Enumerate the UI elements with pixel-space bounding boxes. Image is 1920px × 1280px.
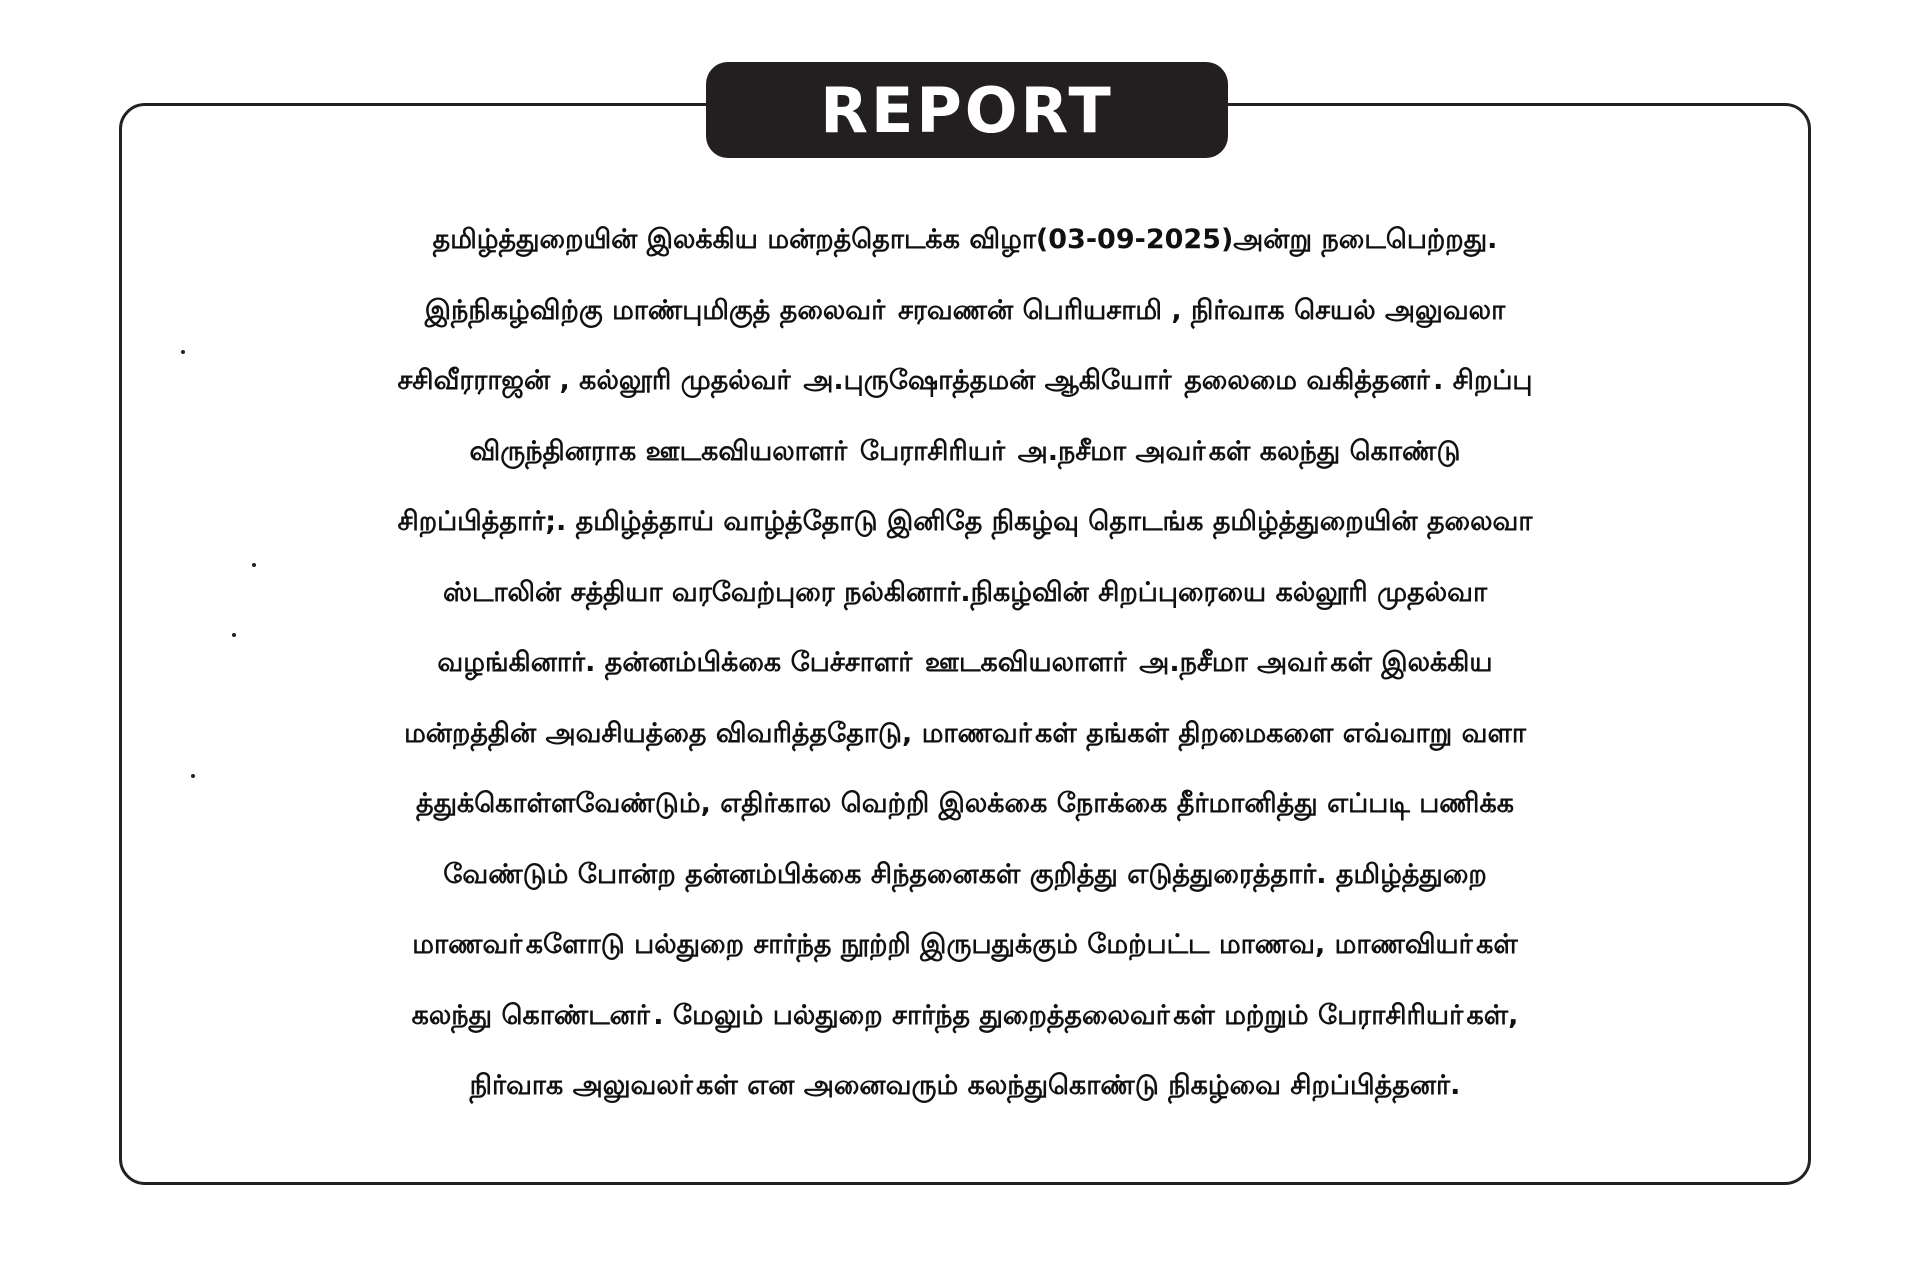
report-line: விருந்தினராக ஊடகவியலாளா் பேராசிரியா் அ.நசீமா அவா்கள் கலந்து கொண்டு	[469, 435, 1461, 467]
report-line: வேண்டும் போன்ற தன்னம்பிக்கை சிந்தனைகள் குறித்து எடுத்துரைத்தார். தமிழ்த்துறை	[443, 858, 1487, 890]
report-body	[180, 205, 1750, 1122]
report-line: கலந்து கொண்டனா். மேலும் பல்துறை சார்ந்த துறைத்தலைவா்கள் மற்றும் பேராசிரியா்கள்,	[411, 999, 1519, 1031]
report-line: தமிழ்த்துறையின் இலக்கிய மன்றத்தொடக்க விழா(03-09-2025)அன்று நடைபெற்றது.	[432, 224, 1498, 255]
report-line: மாணவா்களோடு பல்துறை சார்ந்த நூற்றி இருபதுக்கும் மேற்பட்ட மாணவ, மாணவியா்கள்	[412, 929, 1518, 960]
report-line: மன்றத்தின் அவசியத்தை விவரித்ததோடு, மாணவா்கள் தங்கள் திறமைகளை எவ்வாறு வளா	[404, 717, 1526, 749]
report-line: நிர்வாக அலுவலா்கள் என அனைவரும் கலந்துகொண்டு நிகழ்வை சிறப்பித்தனர்.	[469, 1070, 1461, 1101]
report-line: இந்நிகழ்விற்கு மாண்புமிகுத் தலைவா் சரவணன் பெரியசாமி , நிர்வாக செயல் அலுவலா	[424, 294, 1506, 326]
report-title-badge	[706, 62, 1228, 158]
report-line: த்துக்கொள்ளவேண்டும், எதிர்கால வெற்றி இலக்கை நோக்கை தீர்மானித்து எப்படி பணிக்க	[416, 788, 1514, 819]
report-line: ஸ்டாலின் சத்தியா வரவேற்புரை நல்கினார்.நிகழ்வின் சிறப்புரையை கல்லூரி முதல்வா	[442, 576, 1488, 608]
report-title: REPORT	[820, 73, 1114, 147]
report-line: சிறப்பித்தார்;. தமிழ்த்தாய் வாழ்த்தோடு இனிதே நிகழ்வு தொடங்க தமிழ்த்துறையின் தலைவா	[397, 506, 1533, 537]
report-line: சசிவீரராஜன் , கல்லூரி முதல்வா் அ.புருஷோத்தமன் ஆகியோா் தலைமை வகித்தனா். சிறப்பு	[397, 365, 1533, 396]
report-line: வழங்கினார். தன்னம்பிக்கை பேச்சாளா் ஊடகவியலாளா் அ.நசீமா அவா்கள் இலக்கிய	[437, 647, 1493, 678]
